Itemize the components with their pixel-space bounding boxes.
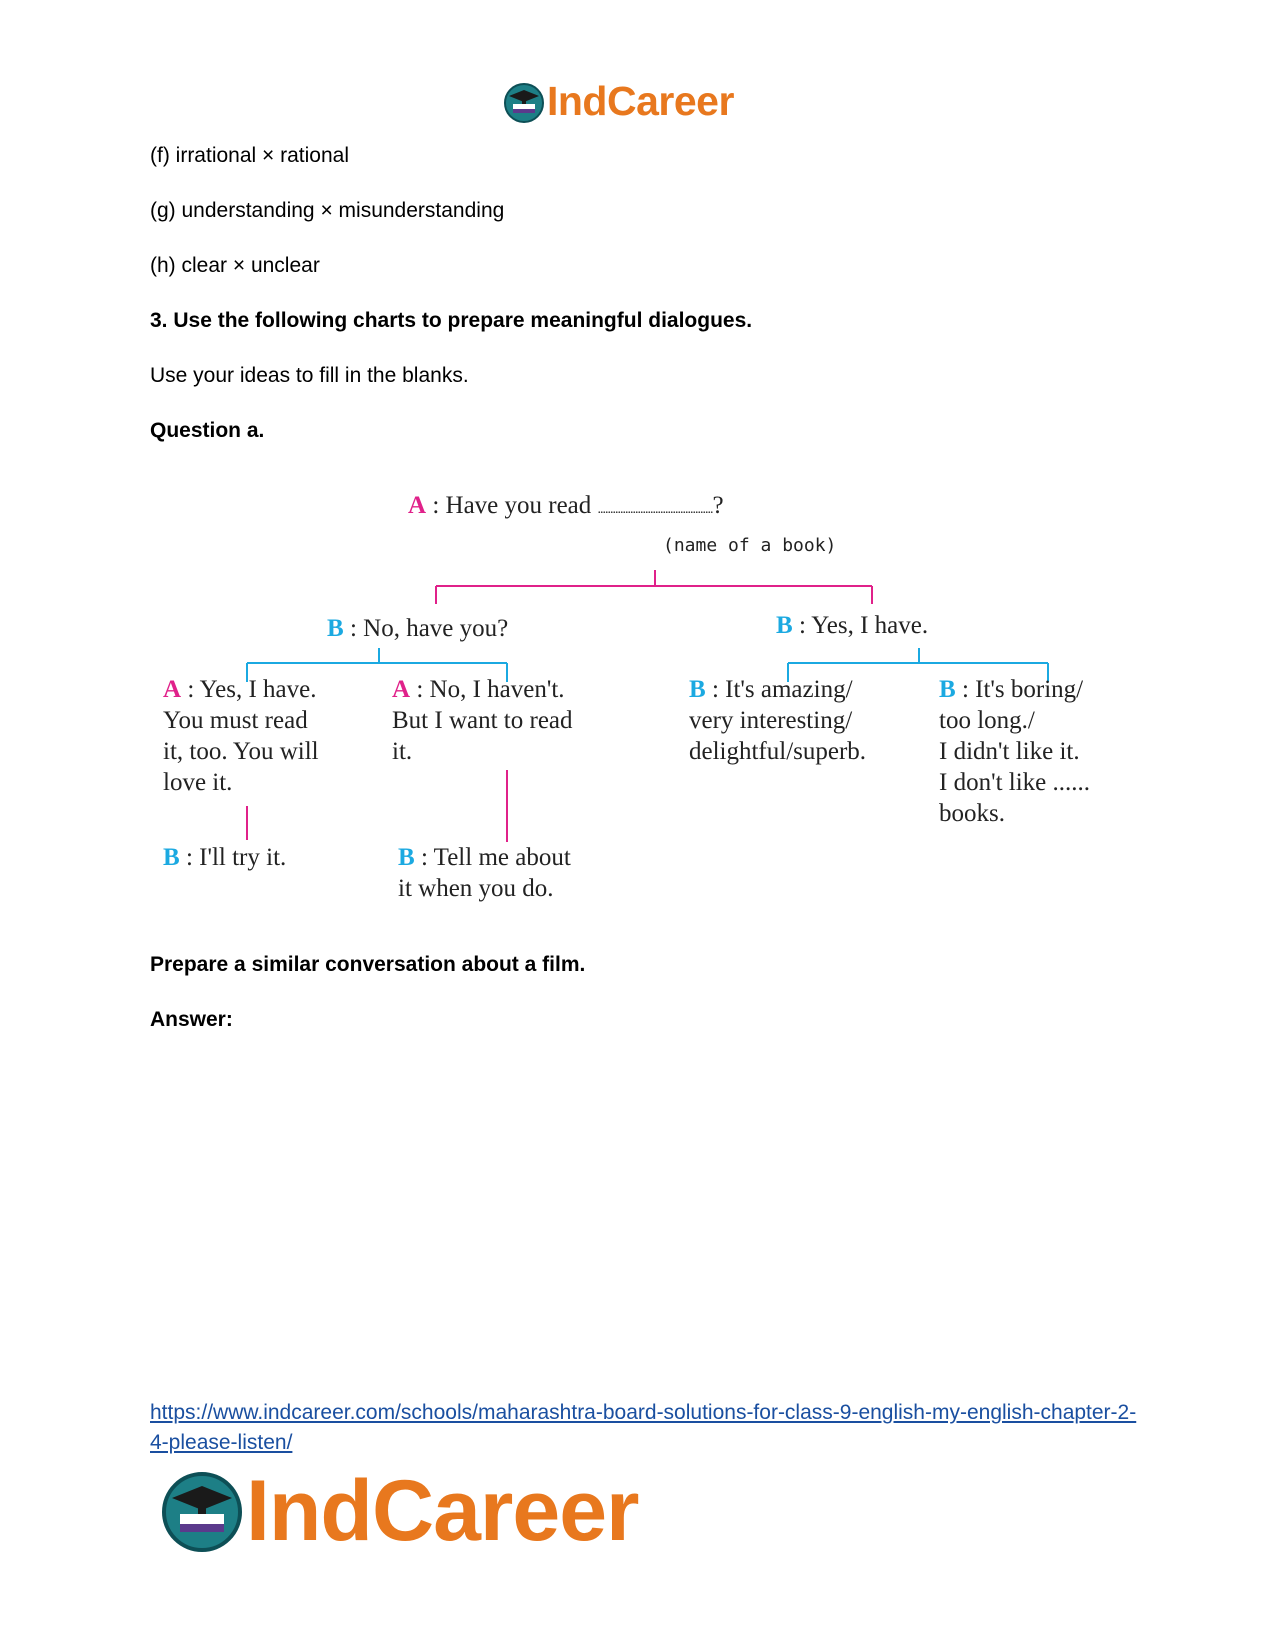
task-instruction: Use your ideas to fill in the blanks.	[150, 364, 469, 387]
node-rr: B : It's boring/ too long./ I didn't like it. I don't like ...... books.	[939, 676, 1091, 827]
node-top: A : Have you read ..............................................?	[408, 492, 724, 519]
dialogue-chart	[150, 470, 1140, 930]
prompt-text: Prepare a similar conversation about a film.	[150, 953, 586, 976]
node-lll: B : I'll try it.	[163, 844, 287, 871]
node-lr: A : No, I haven't. But I want to read it.	[392, 676, 573, 765]
node-ll: A : Yes, I have. You must read it, too. You will love it.	[163, 676, 319, 796]
logo-text: IndCareer	[547, 78, 734, 124]
indcareer-logo-bottom	[160, 1463, 720, 1560]
graduation-globe-icon	[160, 1470, 244, 1554]
item-f: (f) irrational × rational	[150, 144, 349, 167]
node-right: B : Yes, I have.	[776, 612, 929, 639]
logo-text: IndCareer	[246, 1463, 639, 1559]
node-note: (name of a book)	[663, 535, 837, 556]
task-title: 3. Use the following charts to prepare meaningful dialogues.	[150, 309, 753, 332]
source-link[interactable]: https://www.indcareer.com/schools/maharashtra-board-solutions-for-class-9-english-my-english-chapter-2-4-please-listen/	[150, 1401, 1137, 1454]
graduation-globe-icon	[503, 82, 545, 124]
node-left: B : No, have you?	[327, 615, 509, 642]
question-label: Question a.	[150, 419, 265, 442]
indcareer-logo-top	[503, 80, 773, 128]
item-h: (h) clear × unclear	[150, 254, 320, 277]
item-g: (g) understanding × misunderstanding	[150, 199, 505, 222]
answer-label: Answer:	[150, 1008, 233, 1031]
node-lrl: B : Tell me about it when you do.	[398, 844, 571, 902]
node-rl: B : It's amazing/ very interesting/ delightful/superb.	[689, 676, 867, 765]
